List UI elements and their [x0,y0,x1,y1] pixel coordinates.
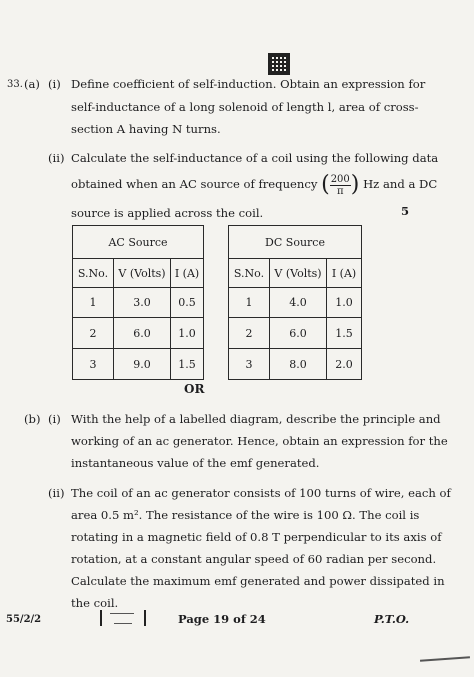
part-a-ii-label: (ii) [48,151,65,165]
fraction-numerator: 200 [330,173,350,185]
dc-cell: 3 [229,349,270,380]
ac-cell: 1.0 [171,318,204,349]
ac-cell: 1 [73,288,114,318]
part-b-ii-line4: rotation, at a constant angular speed of 60 radian per second. [71,552,437,566]
pen-mark [420,656,470,661]
ac-cell: 3.0 [114,288,171,318]
part-b-ii-label: (ii) [48,486,65,500]
part-a-ii-line2-after: Hz and a DC [363,177,438,191]
ac-cell: 1.5 [171,349,204,380]
part-a-label: (a) [24,77,40,91]
dc-cell: 1.0 [327,288,362,318]
part-b-ii-line1: The coil of an ac generator consists of 100 turns of wire, each of [71,486,451,500]
part-a-i-line1: Define coefficient of self-induction. Obtain an expression for [71,77,426,91]
dc-cell: 4.0 [270,288,327,318]
part-b-ii-line3: rotating in a magnetic field of 0.8 T perpendicular to its axis of [71,530,442,544]
ac-cell: 2 [73,318,114,349]
ac-cell: 9.0 [114,349,171,380]
dc-cell: 8.0 [270,349,327,380]
dc-cell: 2.0 [327,349,362,380]
question-number: 33. [7,79,23,90]
part-a-ii-line2-before: obtained when an AC source of frequency [71,177,318,191]
pto-label: P.T.O. [374,612,410,626]
part-a-i-label: (i) [48,77,61,91]
paper-code: 55/2/2 [6,614,42,625]
dc-cell: 2 [229,318,270,349]
ac-table-title: AC Source [73,226,204,259]
dc-header-sno: S.No. [229,259,270,288]
part-a-i-line3: section A having N turns. [71,122,221,136]
part-a-i-line2: self-inductance of a long solenoid of length l, area of cross- [71,100,419,114]
ac-cell: 0.5 [171,288,204,318]
page-number: Page 19 of 24 [178,612,266,626]
part-b-i-line2: working of an ac generator. Hence, obtain an expression for the [71,434,448,448]
part-a-ii-line1: Calculate the self-inductance of a coil using the following data [71,151,439,165]
part-b-i-label: (i) [48,412,61,426]
fraction-denominator: π [336,185,344,197]
ac-header-volts: V (Volts) [114,259,171,288]
marks: 5 [401,204,410,218]
part-b-label: (b) [24,412,41,426]
dc-source-table [228,225,362,380]
part-b-i-line1: With the help of a labelled diagram, describe the principle and [71,412,441,426]
part-b-i-line3: instantaneous value of the emf generated. [71,456,320,470]
frequency-fraction [330,174,351,197]
close-paren: ) [350,172,360,197]
ac-header-current: I (A) [171,259,204,288]
part-b-ii-line5: Calculate the maximum emf generated and power dissipated in [71,574,445,588]
dc-cell: 1.5 [327,318,362,349]
ac-header-sno: S.No. [73,259,114,288]
qr-code [268,53,290,75]
open-paren: ( [321,172,330,197]
ac-cell: 6.0 [114,318,171,349]
barcode-mark [100,610,148,626]
part-b-ii-line2: area 0.5 m². The resistance of the wire is 100 Ω. The coil is [71,508,420,522]
part-a-ii-line3: source is applied across the coil. [71,206,264,220]
dc-header-current: I (A) [327,259,362,288]
dc-cell: 1 [229,288,270,318]
dc-header-volts: V (Volts) [270,259,327,288]
part-b-ii-line6: the coil. [71,596,119,610]
dc-cell: 6.0 [270,318,327,349]
dc-table-title: DC Source [229,226,362,259]
part-a-ii-line2 [71,172,437,196]
ac-source-table [72,225,204,380]
ac-cell: 3 [73,349,114,380]
or-label: OR [184,382,205,396]
